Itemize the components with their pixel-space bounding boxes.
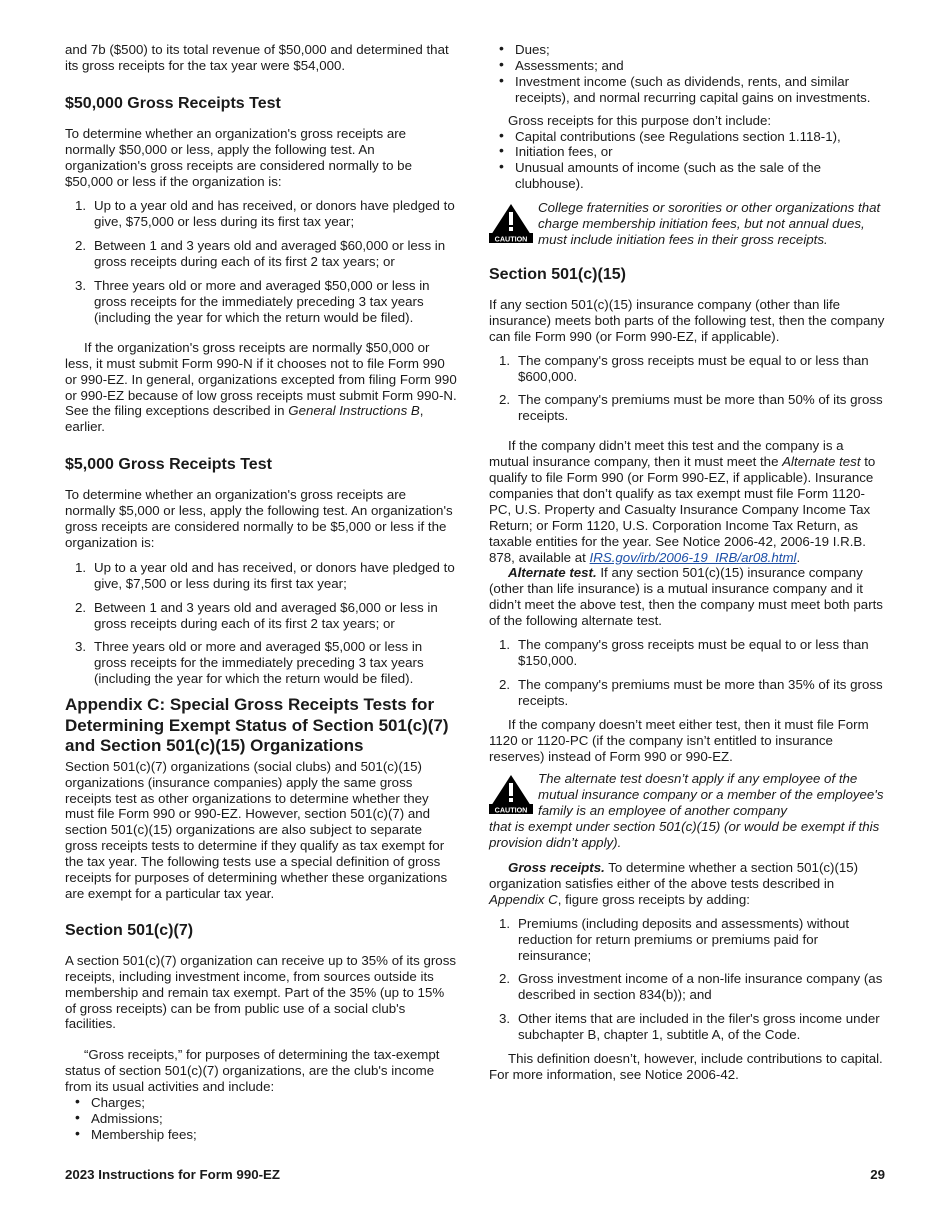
heading-section-501c15: Section 501(c)(15) [489,265,626,283]
caution-text-2: The alternate test doesn’t apply if any employee of the mutual insurance company or a member of the employee's family is an employee of another company that is exempt under section 501(c)(15) (or would be exempt if this provision didn’t apply). [489,771,884,851]
left-column [65,42,458,1143]
list-item: 2. Between 1 and 3 years old and averaged $60,000 or less in gross receipts during each of its first 2 tax years; or [75,238,446,270]
list-item: 1. The company's gross receipts must be equal to or less than $600,000. [499,352,869,384]
test5-intro: To determine whether an organization's gross receipts are normally $5,000 or less, apply the following test. An organization's gross receipts are considered normally to be $5,000 or less if the organization is: [65,487,453,550]
list-item: • Investment income (such as dividends, rents, and similar receipts), and normal recurring capital gains on investments. [499,71,871,105]
caution-note-2 [489,771,887,851]
caution-icon [489,773,533,814]
svg-text:CAUTION: CAUTION [494,234,528,244]
s15-paragraph-c: This definition doesn’t, however, include contributions to capital. For more information, see Notice 2006-42. [489,1051,883,1082]
footer-title: 2023 Instructions for Form 990-EZ [65,1167,281,1182]
list-item: • Charges; [75,1093,145,1111]
irs-link[interactable]: IRS.gov/irb/2006-19_IRB/ar08.html [589,549,797,565]
heading-50000-test: $50,000 Gross Receipts Test [65,94,281,112]
caution-icon [489,202,533,243]
list-item: 3. Three years old or more and averaged $50,000 or less in gross receipts for the immediately preceding 3 tax years (including the year for which the return would be filed). [75,278,430,325]
s7-paragraph-2: “Gross receipts,” for purposes of determining the tax-exempt status of section 501(c)(7) organizations, are the club's income from its usual activities and include: [65,1047,440,1095]
s15-intro: If any section 501(c)(15) insurance company (other than life insurance) meets both parts of the following test, then the company can file Form 990 (or Form 990-EZ, if applicable). [489,296,885,344]
list-item: 2. Gross investment income of a non-life insurance company (as described in section 834(b)); and [499,971,883,1003]
list-item: • Membership fees; [75,1124,197,1142]
svg-text:CAUTION: CAUTION [494,805,528,815]
included-bullets [489,42,887,106]
list-item: 2. The company's premiums must be more than 35% of its gross receipts. [499,676,883,708]
list-item: • Admissions; [75,1109,163,1126]
heading-appendix-c: Appendix C: Special Gross Receipts Tests for Determining Exempt Status of Section 501(c)(7) and Section 501(c)(15) Organizations [65,695,449,756]
list-item: 3. Other items that are included in the filer's gross income under subchapter B, chapter 1, subtitle A, of the Code. [499,1011,880,1043]
list-item: • Unusual amounts of income (such as the sale of the clubhouse). [499,158,821,192]
alternate-test-paragraph: Alternate test. If any section 501(c)(15) insurance company (other than life insurance) is a mutual insurance company and it didn’t meet the above test, then the company must meet both parts of the following alternate test. [489,565,883,629]
s15-paragraph-b: If the company doesn’t meet either test, then it must file Form 1120 or 1120-PC (if the company isn’t entitled to insurance reserves) instead of Form 990 or 990-EZ. [489,716,869,764]
gross-receipts-list [489,916,887,1043]
s15-paragraph-a: If the company didn’t meet this test and the company is a mutual insurance company, then it must meet the Alternate test to qualify to file Form 990 (or Form 990-EZ, if applicable). Insurance companies that don’t qualify as tax exempt must file Form 1120-PC, U.S. Property and Casualty Insurance Company Income Tax Return; or Form 1120, U.S. Corporation Income Tax Return, as taxable entities for the year. See Notice 2006-42, 2006-19 I.R.B. 878, available at IRS.gov/irb/2006-19_IRB/ar08.html. [489,438,876,565]
gross-receipts-paragraph: Gross receipts. To determine whether a section 501(c)(15) organization satisfies either of the above tests described in Appendix C, figure gross receipts by adding: [489,859,859,907]
s7-paragraph-1: A section 501(c)(7) organization can receive up to 35% of its gross receipts, including investment income, from sources outside its membership and remain tax exempt. Part of the 35% (up to 15% of gross receipts) can be from public use of a social club's facilities. [65,952,456,1032]
list-item: • Dues; [499,40,550,57]
list-item: • Assessments; and [499,55,624,73]
caution-text-1: College fraternities or sororities or other organizations that charge membership initiation fees, but not annual dues, must include initiation fees in their gross receipts. [538,200,881,247]
list-item: 1. Premiums (including deposits and assessments) without reduction for return premiums or premiums paid for reinsurance; [499,915,850,963]
heading-5000-test: $5,000 Gross Receipts Test [65,456,272,474]
test50-intro: To determine whether an organization's gross receipts are normally $50,000 or less, apply the following test. An organization's gross receipts are considered normally to be $50,000 or less if the organization is: [65,125,412,189]
list-item: 1. The company's gross receipts must be equal to or less than $150,000. [499,637,869,668]
s15-list [489,353,887,425]
list-item: 3. Three years old or more and averaged $5,000 or less in gross receipts for the immediately preceding 3 tax years (including the year for which the return would be filed). [75,639,424,687]
exclude-intro: Gross receipts for this purpose don’t include: [508,112,772,128]
appendix-paragraph: Section 501(c)(7) organizations (social clubs) and 501(c)(15) organizations (insurance companies) apply the same gross receipts test as other organizations to determine whether they must file Form 990 or 990-EZ. However, section 501(c)(7) and section 501(c)(15) organizations are also subject to separate gross receipts tests to determine if they qualify as tax exempt for the tax year. The following tests use a special definition of gross receipts for purposes of determining whether these organizations are exempt for a particular tax year. [65,758,448,901]
list-item: 1. Up to a year old and has received, or donors have pledged to give, $7,500 or less during its first tax year; [75,559,455,591]
page-number: 29 [870,1167,885,1182]
heading-section-501c7: Section 501(c)(7) [65,921,194,939]
s7-bullets [65,1095,458,1143]
alternate-test-list [489,637,887,709]
list-item: 2. The company's premiums must be more than 50% of its gross receipts. [499,392,883,424]
caution-note-1 [489,200,887,248]
list-item: • Capital contributions (see Regulations section 1.118-1), [499,126,841,144]
right-column [489,42,887,1083]
test50-list [65,198,458,325]
test50-paragraph: If the organization's gross receipts are normally $50,000 or less, it must submit Form 990-N if it chooses not to file Form 990 or 990-EZ. In general, organizations excepted from filing Form 990 or 990-EZ because of low gross receipts must submit Form 990-N. See the filing exceptions described in General Instructions B, earlier. [65,339,457,435]
test5-list [65,560,458,687]
list-item: 1. Up to a year old and has received, or donors have pledged to give, $75,000 or less during its first tax year; [75,198,455,230]
excluded-bullets [489,126,887,193]
list-item: • Initiation fees, or [499,142,613,160]
intro-paragraph: and 7b ($500) to its total revenue of $50,000 and determined that its gross receipts for the tax year were $54,000. [65,42,449,73]
list-item: 2. Between 1 and 3 years old and averaged $6,000 or less in gross receipts during each of its first 2 tax years; or [75,599,438,631]
